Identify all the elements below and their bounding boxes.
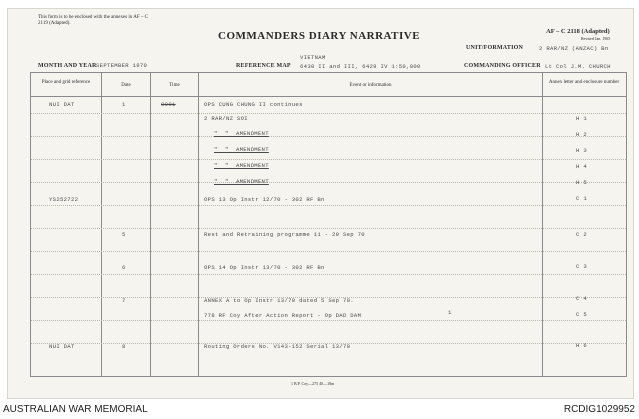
- ruled-line: [31, 205, 626, 206]
- row-annex: H 6: [576, 342, 587, 349]
- row-date: 6: [122, 264, 126, 271]
- footer-record-id: RCDIG1029952: [563, 404, 635, 415]
- row-place: NUI DAT: [49, 101, 75, 108]
- print-line: 1 B.P. Coy—275 40—10m: [291, 381, 335, 386]
- row-annex: H 2: [576, 131, 587, 138]
- ruled-line: [31, 159, 626, 160]
- row-annex: C 1: [576, 195, 587, 202]
- commanding-label: COMMANDING OFFICER: [464, 63, 541, 69]
- row-annex: H 4: [576, 163, 587, 170]
- row-date: 7: [122, 297, 126, 304]
- form-notice: This form is to be enclosed with the annexes in AF – C 2119 (Adapted).: [38, 15, 148, 26]
- unit-label: UNIT/FORMATION: [466, 45, 524, 51]
- row-event: 2 RAR/NZ SOI: [204, 115, 248, 122]
- ruled-line: [31, 182, 626, 183]
- row-event: ANNEX A to Op Instr 13/70 dated 5 Sep 70.: [204, 297, 354, 304]
- table-border-left: [30, 72, 31, 377]
- col-header-annex: Annex letter and enclosure number: [548, 80, 620, 85]
- row-event: " " AMENDMENT: [214, 178, 269, 185]
- unit-value: 2 RAR/NZ (ANZAC) Bn: [539, 45, 609, 52]
- ruled-line: [31, 320, 626, 321]
- row-time: 0001: [161, 101, 176, 108]
- row-event: OPS 14 Op Instr 13/70 - 302 RF Bn: [204, 264, 325, 271]
- ruled-line: [31, 251, 626, 252]
- row-annex: H 1: [576, 115, 587, 122]
- col-header-place: Place and grid reference: [41, 80, 91, 85]
- row-event: " " AMENDMENT: [214, 146, 269, 153]
- ruled-line: [31, 274, 626, 275]
- row-event: Rest and Retraining programme 11 - 29 Sep 70: [204, 231, 365, 238]
- row-annex: H 5: [576, 179, 587, 186]
- table-header-rule: [30, 96, 627, 97]
- row-annex: C 3: [576, 263, 587, 270]
- row-annex: C 4: [576, 295, 587, 302]
- table-border-right: [626, 72, 627, 377]
- ruled-line: [31, 113, 626, 114]
- form-number: AF – C 2118 (Adapted): [546, 28, 610, 35]
- row-event: OPS CUNG CHUNG II continues: [204, 101, 303, 108]
- row-annex: C 5: [576, 311, 587, 318]
- row-event: Routing Orders No. V143-152 Serial 13/70: [204, 343, 351, 350]
- diary-sheet: [7, 8, 634, 399]
- row-annex: H 3: [576, 147, 587, 154]
- ref-map-label: REFERENCE MAP: [236, 63, 291, 69]
- form-title: COMMANDERS DIARY NARRATIVE: [218, 30, 421, 42]
- ruled-line: [31, 228, 626, 229]
- month-year-value: SEPTEMBER 1970: [96, 62, 148, 69]
- col-header-time: Time: [169, 83, 180, 88]
- row-event: " " AMENDMENT: [214, 162, 269, 169]
- col-divider-time: [150, 72, 151, 377]
- month-year-label: MONTH AND YEAR: [38, 63, 97, 69]
- ruled-line: [31, 136, 626, 137]
- row-event: " " AMENDMENT: [214, 130, 269, 137]
- margin-mark: 1: [448, 309, 452, 316]
- row-date: 5: [122, 231, 126, 238]
- table-bottom-rule: [30, 376, 627, 377]
- row-date: 1: [122, 101, 126, 108]
- col-divider-date: [101, 72, 102, 377]
- row-date: 8: [122, 343, 126, 350]
- col-divider-event: [198, 72, 199, 377]
- col-header-event: Event or information: [349, 83, 392, 88]
- row-place: YS252722: [49, 196, 79, 203]
- col-divider-annex: [542, 72, 543, 377]
- ref-map-value-2: 6430 II and III, 6429 IV 1:50,000: [300, 63, 421, 70]
- row-place: NUI DAT: [49, 343, 75, 350]
- col-header-date: Date: [121, 83, 131, 88]
- form-revised: Revised Jan. 1965: [581, 36, 611, 41]
- ref-map-value-1: VIETNAM: [300, 54, 326, 61]
- row-event: 778 RF Coy After Action Report - Op DAD DAM: [204, 312, 362, 319]
- row-annex: C 2: [576, 231, 587, 238]
- table-top-rule: [30, 72, 627, 73]
- row-event: OPS 13 Op Instr 12/70 - 302 RF Bn: [204, 196, 325, 203]
- footer-institution: AUSTRALIAN WAR MEMORIAL: [3, 404, 148, 415]
- commanding-value: Lt Col J.M. CHURCH: [545, 63, 611, 70]
